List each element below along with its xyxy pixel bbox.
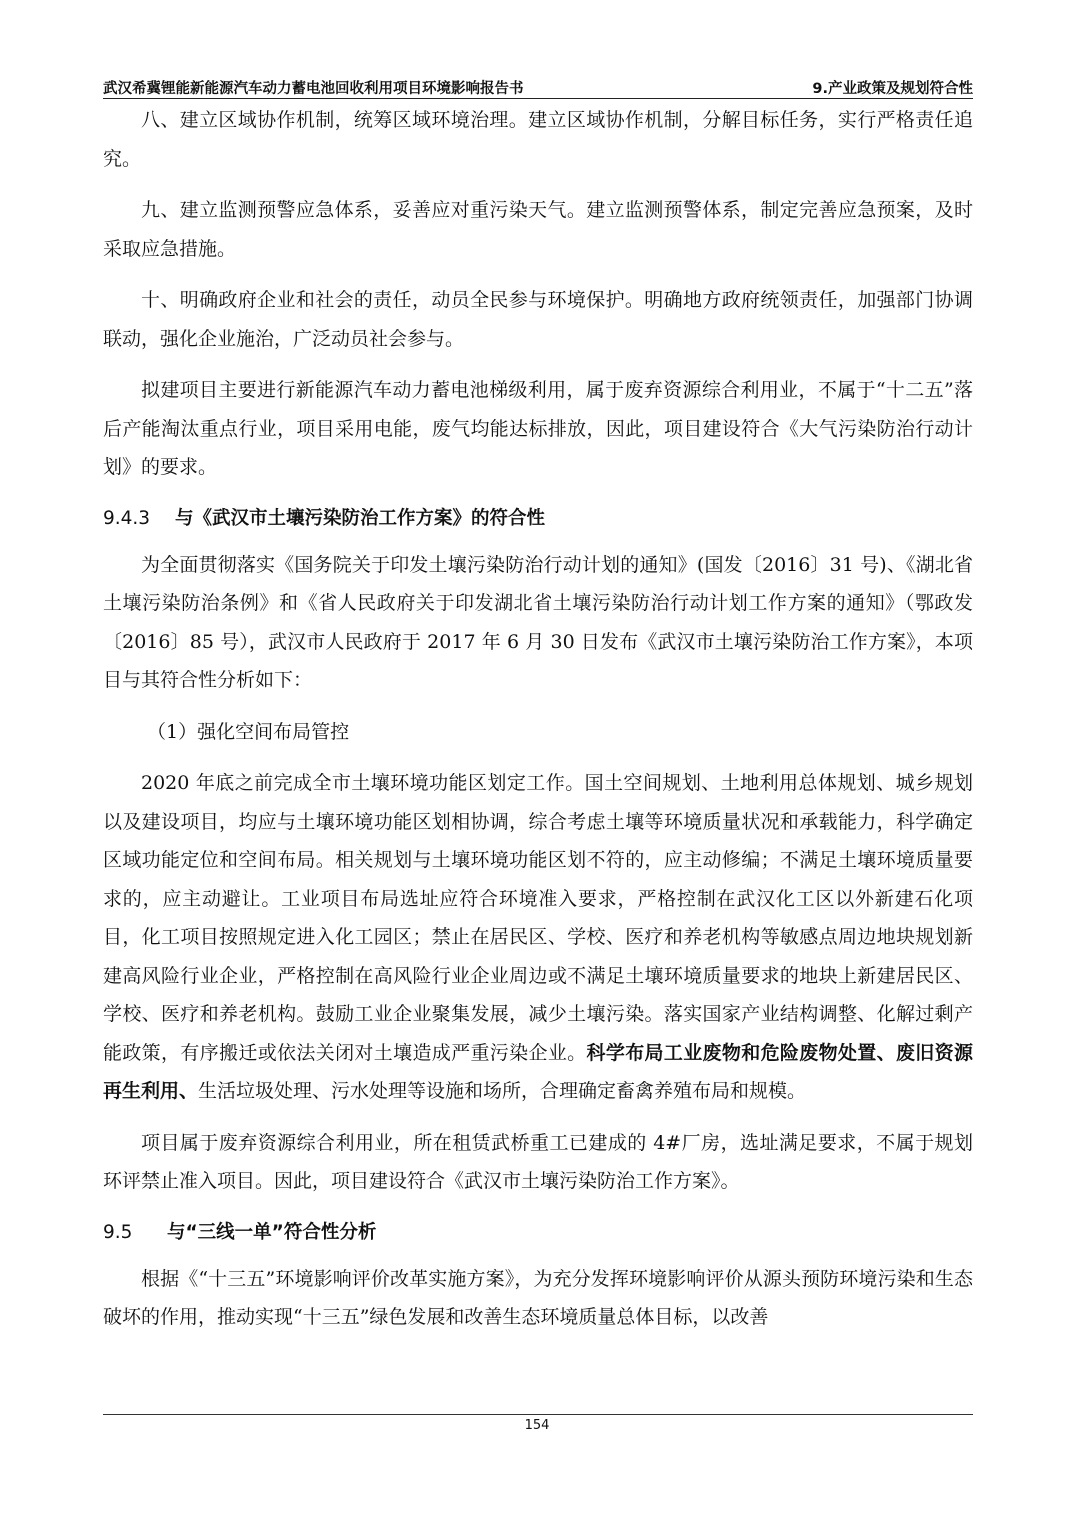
- paragraph-three-lines: 根据《“十三五”环境影响评价改革实施方案》，为充分发挥环境影响评价从源头预防环境污染和生态破坏的作用，推动实现“十三五”绿色发展和改善生态环境质量总体目标，以改善: [103, 1267, 973, 1328]
- page-body: [103, 101, 973, 1350]
- page-number: 154: [524, 1418, 550, 1433]
- page-header: [103, 76, 973, 99]
- section-title: 与《武汉市土壤污染防治工作方案》的符合性: [175, 507, 546, 529]
- section-heading-9-4-3: [103, 500, 973, 538]
- paragraph-air-conformity: 拟建项目主要进行新能源汽车动力蓄电池梯级利用，属于废弃资源综合利用业，不属于“十二五”落后产能淘汰重点行业，项目采用电能，废气均能达标排放，因此，项目建设符合《大气污染防治行动计划》的要求。: [103, 379, 973, 478]
- header-chapter-title: 9.产业政策及规划符合性: [812, 81, 973, 97]
- paragraph-soil-conclusion: 项目属于废弃资源综合利用业，所在租赁武桥重工已建成的 4#厂房，选址满足要求，不属于规划环评禁止准入项目。因此，项目建设符合《武汉市土壤污染防治工作方案》。: [103, 1131, 973, 1192]
- section-heading-9-5: [103, 1214, 973, 1252]
- paragraph-soil-intro: 为全面贯彻落实《国务院关于印发土壤污染防治行动计划的通知》(国发〔2016〕31 号)、《湖北省土壤污染防治条例》和《省人民政府关于印发湖北省土壤污染防治行动计划工作方案的通知》（鄂政发〔2016〕85 号），武汉市人民政府于 2017 年 6 月 30 日发布《武汉市土壤污染防治工作方案》，本项目与其符合性分析如下：: [103, 553, 973, 691]
- section-title: 与“三线一单”符合性分析: [167, 1221, 377, 1243]
- paragraph-eight: 八、建立区域协作机制，统筹区域环境治理。建立区域协作机制，分解目标任务，实行严格责任追究。: [103, 109, 973, 170]
- header-document-title: 武汉希冀锂能新能源汽车动力蓄电池回收利用项目环境影响报告书: [103, 81, 524, 97]
- paragraph-text: 2020 年底之前完成全市土壤环境功能区划定工作。国土空间规划、土地利用总体规划、城乡规划以及建设项目，均应与土壤环境功能区划相协调，综合考虑土壤等环境质量状况和承载能力，科学确定区域功能定位和空间布局。相关规划与土壤环境功能区划不符的，应主动修编；不满足土壤环境质量要求的，应主动避让。工业项目布局选址应符合环境准入要求，严格控制在武汉化工区以外新建石化项目，化工项目按照规定进入化工园区；禁止在居民区、学校、医疗和养老机构等敏感点周边地块规划新建高风险行业企业，严格控制在高风险行业企业周边或不满足土壤环境质量要求的地块上新建居民区、学校、医疗和养老机构。鼓励工业企业聚集发展，减少土壤污染。落实国家产业结构调整、化解过剩产能政策，有序搬迁或依法关闭对土壤造成严重污染企业。: [103, 772, 973, 1064]
- paragraph-text-continued: 生活垃圾处理、污水处理等设施和场所，合理确定畜禽养殖布局和规模。: [198, 1080, 807, 1102]
- paragraph-spatial-control: [103, 764, 973, 1111]
- section-number: 9.5: [103, 1221, 133, 1243]
- paragraph-ten: 十、明确政府企业和社会的责任，动员全民参与环境保护。明确地方政府统领责任，加强部门协调联动，强化企业施治，广泛动员社会参与。: [103, 289, 973, 350]
- subheading-spatial-control: （1）强化空间布局管控: [147, 720, 350, 743]
- footer-divider: [103, 1414, 973, 1415]
- bold-text: 科学布局工业废物和危险废物处置、废旧资源再生利用、: [103, 1041, 973, 1102]
- paragraph-nine: 九、建立监测预警应急体系，妥善应对重污染天气。建立监测预警体系，制定完善应急预案，及时采取应急措施。: [103, 199, 973, 260]
- section-number: 9.4.3: [103, 507, 151, 529]
